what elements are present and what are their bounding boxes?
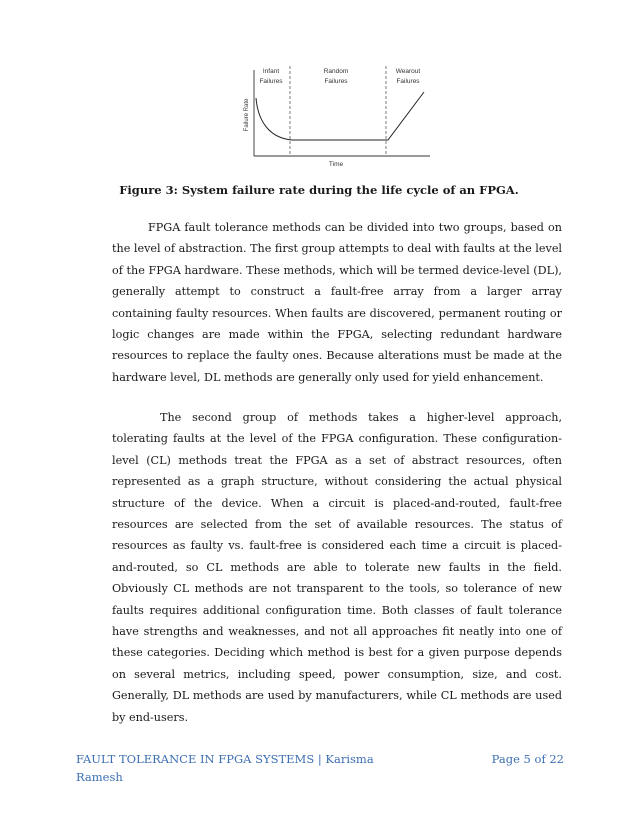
- label-random-line1: Random: [323, 68, 349, 75]
- label-infant-line1: Infant: [262, 68, 280, 75]
- y-axis-label: Failure Rate: [244, 98, 250, 132]
- figure-caption: Figure 3: System failure rate during the life cycle of an FPGA.: [119, 183, 519, 197]
- label-random-line2: Failures: [324, 78, 348, 85]
- x-axis-label: Time: [328, 161, 344, 168]
- failure-rate-curve: [256, 92, 424, 140]
- footer-page-number: Page 5 of 22: [491, 752, 564, 766]
- paragraph-1-text: FPGA fault tolerance methods can be divided into two groups, based on the level of abstraction. The first group attempts to deal with faults at the level of the FPGA hardware. These methods, which will be termed device-level (DL), generally attempt to construct a fault-free array from a larger array containing faulty resources. When faults are discovered, permanent routing or logic changes are made within the FPGA, selecting redundant hardware resources to replace the faulty ones. Because alterations must be made at the hardware level, DL methods are generally only used for yield enhancement.: [112, 221, 563, 384]
- label-infant-line2: Failures: [259, 78, 283, 85]
- footer-title: FAULT TOLERANCE IN FPGA SYSTEMS | Karisma Ramesh: [76, 752, 374, 784]
- bathtub-curve-figure: [236, 62, 436, 174]
- paragraph-1: [112, 217, 562, 388]
- label-wearout-line1: Wearout: [395, 68, 421, 75]
- bathtub-curve-diagram: [236, 62, 436, 174]
- paragraph-2-text: The second group of methods takes a higher-level approach, tolerating faults at the level of the FPGA configuration. These configuration-level (CL) methods treat the FPGA as a set of abstract resources, often represented as a graph structure, without considering the actual physical structure of the device. When a circuit is placed-and-routed, fault-free resources are selected from the set of available resources. The status of resources as faulty vs. fault-free is considered each time a circuit is placed-and-routed, so CL methods are able to tolerate new faults in the field. Obviously CL methods are not transparent to the tools, so tolerance of new faults requires additional configuration time. Both classes of fault tolerance have strengths and weaknesses, and not all approaches fit neatly into one of these categories. Deciding which method is best for a given purpose depends on several metrics, including speed, power consumption, size, and cost. Generally, DL methods are used by manufacturers, while CL methods are used by end-users.: [112, 411, 562, 724]
- label-wearout-line2: Failures: [396, 78, 420, 85]
- paragraph-2: [112, 407, 562, 728]
